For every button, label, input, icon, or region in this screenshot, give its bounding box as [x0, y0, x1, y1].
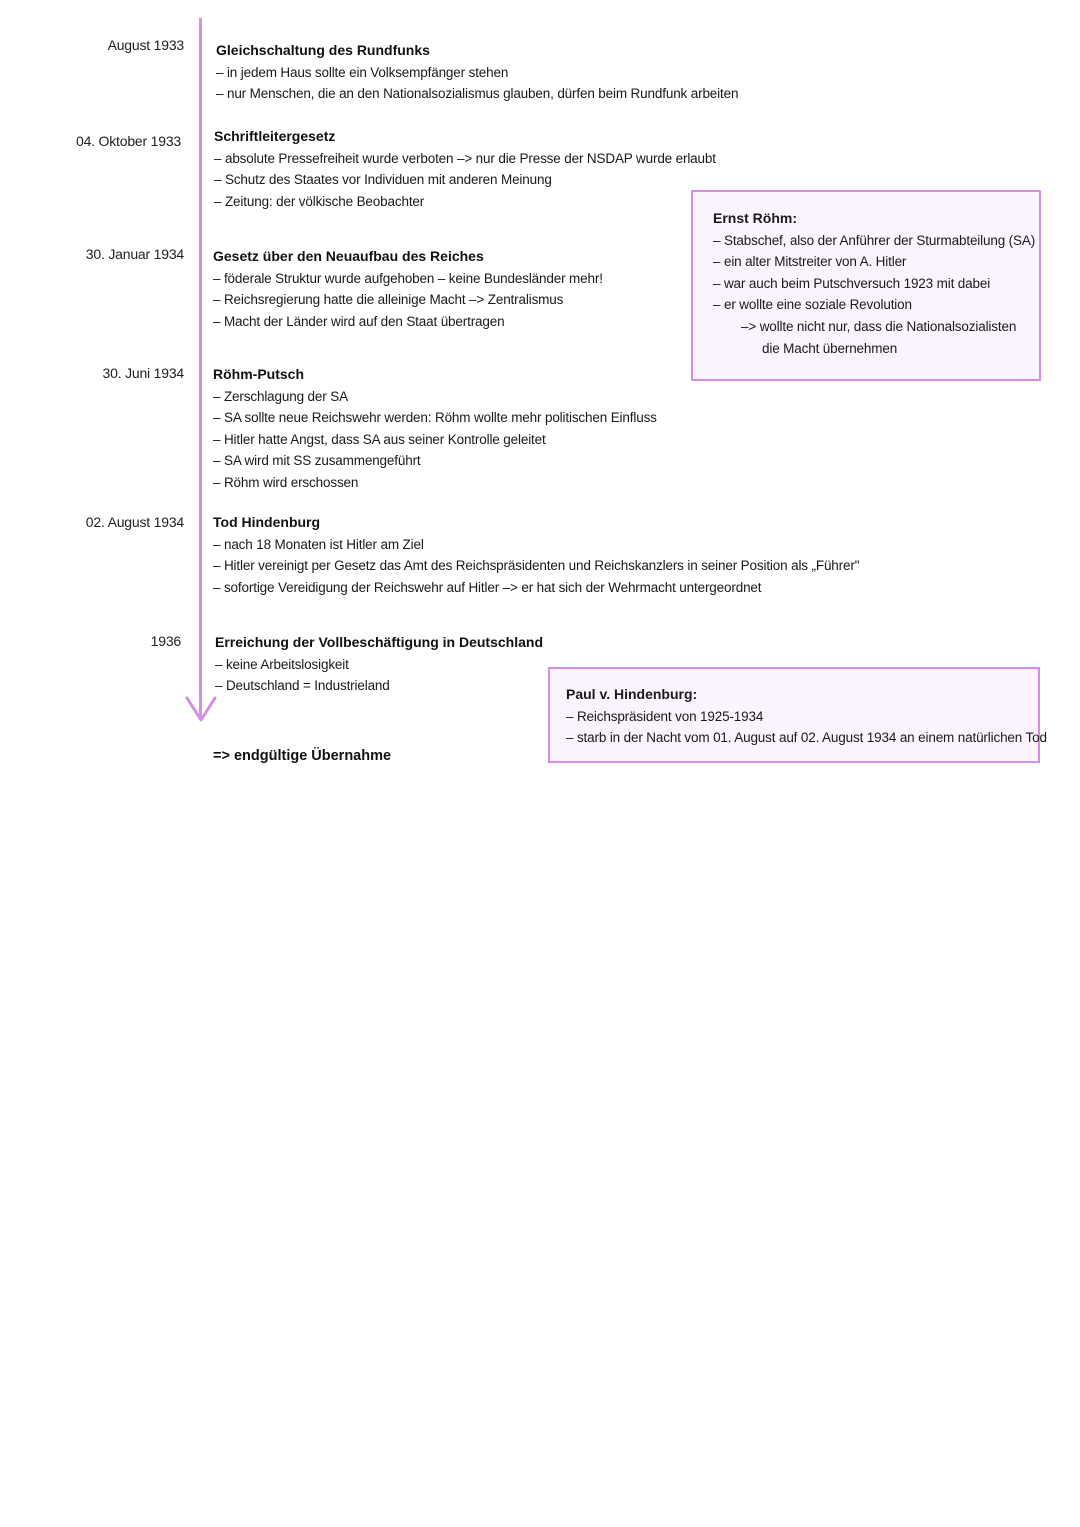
info-box-hindenburg [548, 667, 1047, 763]
timeline-event [213, 364, 657, 494]
arrow-down-icon [183, 694, 219, 724]
timeline-event [215, 632, 543, 697]
event-line: – keine Arbeitslosigkeit [215, 656, 349, 672]
event-line: – Macht der Länder wird auf den Staat übertragen [213, 313, 505, 329]
event-date: 30. Januar 1934 [85, 246, 184, 262]
event-title: Erreichung der Vollbeschäftigung in Deutschland [215, 634, 544, 650]
event-line: – Zerschlagung der SA [213, 388, 348, 404]
timeline-event [214, 126, 716, 212]
timeline-axis [199, 18, 202, 718]
info-box-line: die Macht übernehmen [762, 340, 898, 356]
event-title: Tod Hindenburg [213, 514, 321, 530]
event-line: – föderale Struktur wurde aufgehoben – keine Bundesländer mehr! [213, 270, 603, 286]
event-line: – SA wird mit SS zusammengeführt [213, 453, 421, 469]
info-box-line: – er wollte eine soziale Revolution [713, 297, 912, 313]
event-line: – sofortige Vereidigung der Reichswehr auf Hitler –> er hat sich der Wehrmacht untergeordnet [213, 579, 762, 595]
event-line: – Reichsregierung hatte die alleinige Macht –> Zentralismus [213, 292, 564, 308]
event-line: – in jedem Haus sollte ein Volksempfänger stehen [216, 64, 509, 80]
event-line: – Hitler hatte Angst, dass SA aus seiner Kontrolle geleitet [213, 431, 546, 447]
info-box-line: – war auch beim Putschversuch 1923 mit dabei [713, 275, 991, 291]
info-box-title: Paul v. Hindenburg: [566, 686, 698, 702]
info-box-line: – starb in der Nacht vom 01. August auf 02. August 1934 an einem natürlichen Tod [566, 730, 1047, 746]
event-line: – nur Menschen, die an den Nationalsozialismus glauben, dürfen beim Rundfunk arbeiten [216, 86, 739, 102]
timeline-event [216, 40, 738, 105]
info-box-line: –> wollte nicht nur, dass die Nationalsozialisten [741, 318, 1017, 334]
info-box-line: – Reichspräsident von 1925-1934 [566, 708, 764, 724]
event-line: – nach 18 Monaten ist Hitler am Ziel [213, 536, 424, 552]
event-line: – Hitler vereinigt per Gesetz das Amt des Reichspräsidenten und Reichskanzlers in seiner Position als „Führer" [213, 558, 860, 574]
conclusion-text: => endgültige Übernahme [213, 748, 392, 764]
event-title: Gesetz über den Neuaufbau des Reiches [213, 248, 484, 264]
event-line: – absolute Pressefreiheit wurde verboten –> nur die Presse der NSDAP wurde erlaubt [214, 150, 716, 166]
event-date: 1936 [150, 633, 181, 649]
event-title: Gleichschaltung des Rundfunks [216, 42, 430, 58]
info-box-line: – ein alter Mitstreiter von A. Hitler [713, 254, 907, 270]
event-line: – SA sollte neue Reichswehr werden: Röhm wollte mehr politischen Einfluss [213, 410, 657, 426]
event-date: 04. Oktober 1933 [76, 133, 181, 149]
event-line: – Schutz des Staates vor Individuen mit anderen Meinung [214, 172, 552, 188]
info-box-line: – Stabschef, also der Anführer der Sturmabteilung (SA) [713, 232, 1036, 248]
event-line: – Röhm wird erschossen [213, 474, 359, 490]
event-date: 02. August 1934 [85, 514, 184, 530]
event-line: – Zeitung: der völkische Beobachter [214, 193, 425, 209]
event-date: 30. Juni 1934 [102, 365, 184, 381]
info-box-roehm [691, 190, 1041, 381]
event-title: Röhm-Putsch [213, 366, 304, 382]
event-title: Schriftleitergesetz [214, 128, 336, 144]
timeline-event [213, 512, 859, 598]
timeline-event [213, 246, 603, 332]
info-box-title: Ernst Röhm: [713, 210, 797, 226]
event-line: – Deutschland = Industrieland [215, 678, 390, 694]
event-date: August 1933 [107, 37, 184, 53]
